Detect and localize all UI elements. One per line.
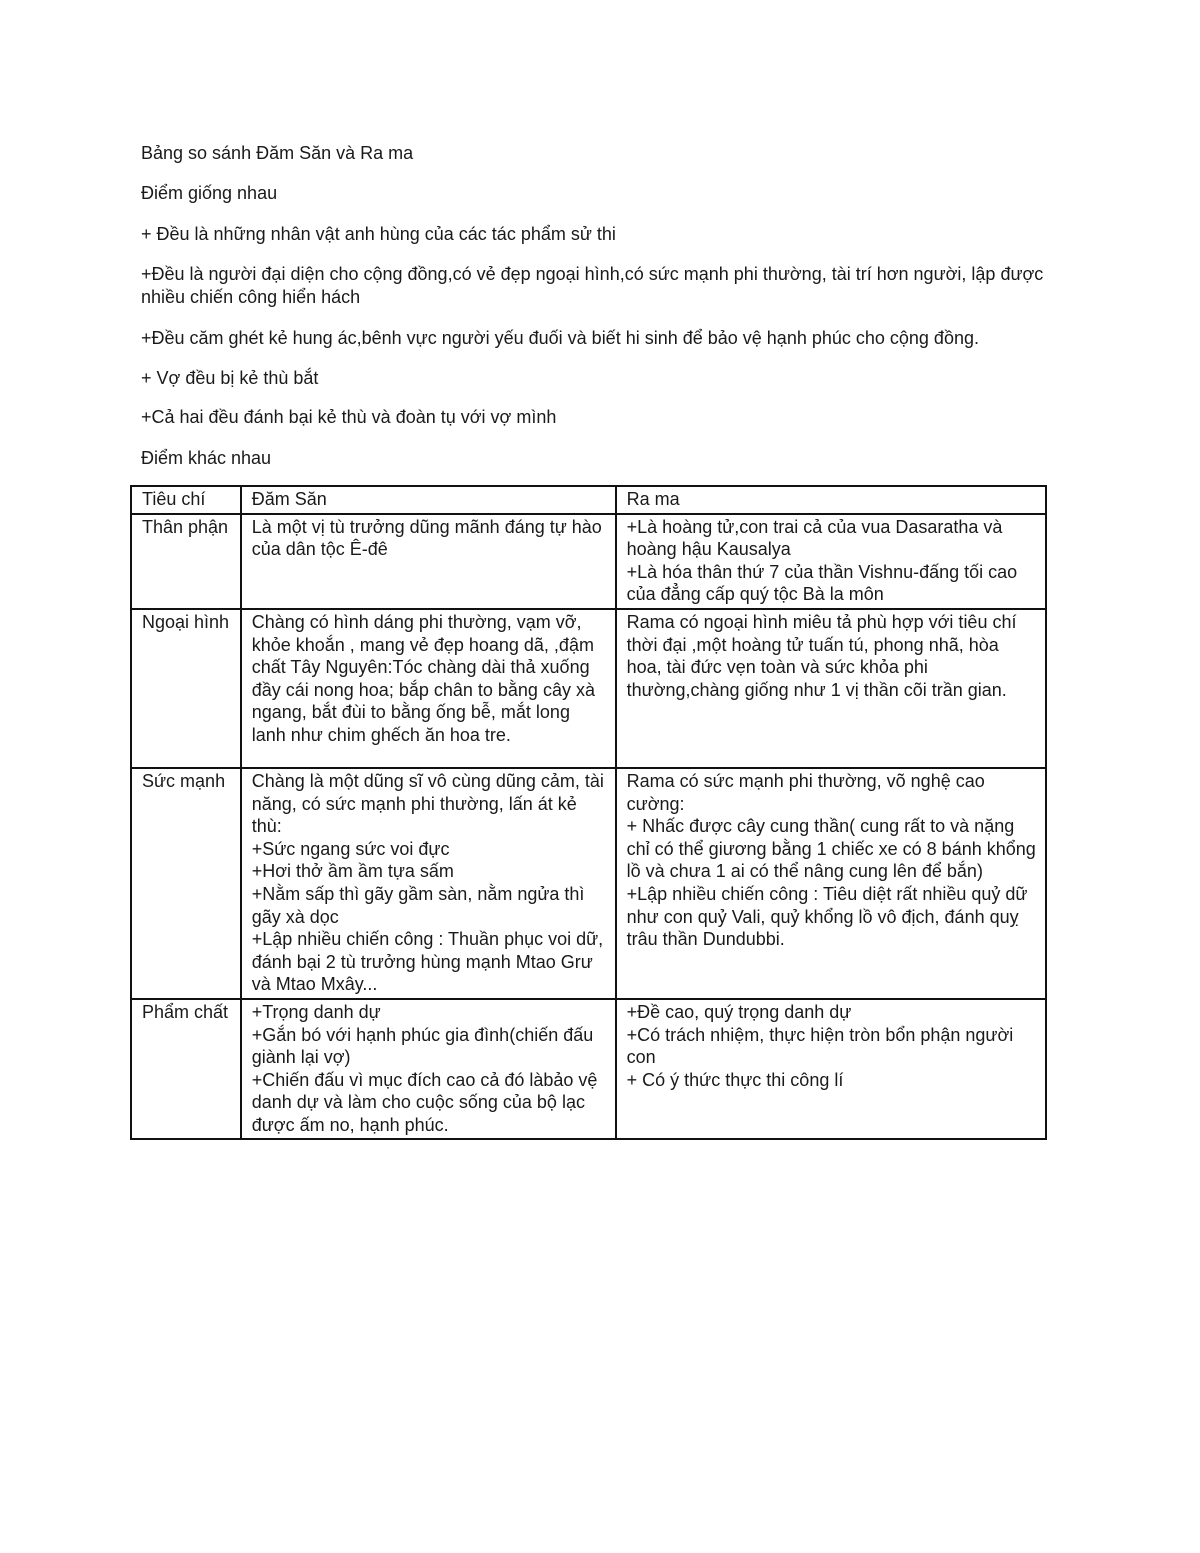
- cell-line: +Trọng danh dự: [251, 1001, 381, 1022]
- criterion-cell: Thân phận: [131, 514, 241, 609]
- cell-line: +Lập nhiều chiến công : Thuần phục voi dữ, đánh bại 2 tù trưởng hùng mạnh Mtao Grư và Mtao Mxây...: [251, 929, 604, 995]
- table-row: [131, 514, 1046, 609]
- cell-line: +Có trách nhiệm, thực hiện tròn bổn phận người con: [626, 1024, 1014, 1068]
- cell-line: + Nhấc được cây cung thần( cung rất to và nặng chỉ có thể giương bằng 1 chiếc xe có 8 bánh khổng lồ và chưa 1 ai có thể nâng cung lên để bắn): [626, 816, 1036, 882]
- cell-line: Chàng là một dũng sĩ vô cùng dũng cảm, tài năng, có sức mạnh phi thường, lấn át kẻ thù:: [251, 770, 604, 837]
- cell-line: Là một vị tù trưởng dũng mãnh đáng tự hào của dân tộc Ê-đê: [251, 516, 602, 560]
- cell-line: +Nằm sấp thì gãy gầm sàn, nằm ngửa thì gãy xà dọc: [251, 883, 585, 927]
- differences-heading: Điểm khác nhau: [141, 448, 272, 468]
- similarity-item: + Đều là những nhân vật anh hùng của các tác phẩm sử thi: [141, 224, 616, 244]
- similarities-heading: Điểm giống nhau: [141, 183, 278, 203]
- cell-line: +Đề cao, quý trọng danh dự: [626, 1001, 852, 1022]
- cell-line: +Gắn bó với hạnh phúc gia đình(chiến đấu giành lại vợ): [251, 1024, 594, 1068]
- similarity-item: + Vợ đều bị kẻ thù bắt: [141, 368, 319, 388]
- table-row: [131, 609, 1046, 768]
- cell-line: +Là hoàng tử,con trai cả của vua Dasaratha và hoàng hậu Kausalya: [626, 516, 1003, 560]
- cell-line: Rama có sức mạnh phi thường, võ nghệ cao cường:: [626, 770, 985, 814]
- cell-line: +Là hóa thân thứ 7 của thần Vishnu-đấng tối cao của đẳng cấp quý tộc Bà la môn: [626, 561, 1018, 605]
- cell-line: +Hơi thở ầm ầm tựa sấm: [251, 861, 454, 882]
- rama-cell: [616, 999, 1046, 1140]
- dam-san-cell: [241, 609, 616, 768]
- similarity-item: +Cả hai đều đánh bại kẻ thù và đoàn tụ với vợ mình: [141, 407, 557, 427]
- dam-san-cell: [241, 768, 616, 999]
- dam-san-cell: [241, 999, 616, 1140]
- table-row: [131, 999, 1046, 1140]
- dam-san-cell: [241, 514, 616, 609]
- comparison-table: [130, 485, 1047, 1140]
- cell-line: Chàng có hình dáng phi thường, vạm vỡ, khỏe khoắn , mang vẻ đẹp hoang dã, ,đậm chất Tây Nguyên:Tóc chàng dài thả xuống đầy cái nong hoa; bắp chân to bằng cây xà ngang, bắt đùi to bằng ống bễ, mắt long lanh như chim ghếch ăn hoa tre.: [251, 611, 595, 745]
- cell-line: Rama có ngoại hình miêu tả phù hợp với tiêu chí thời đại ,một hoàng tử tuấn tú, phong nhã, hòa hoa, tài đức vẹn toàn và sức khỏa phi thường,chàng giống như 1 vị thần cõi trần gian.: [626, 611, 1017, 700]
- table-row: [131, 768, 1046, 999]
- header-criterion: Tiêu chí: [131, 486, 241, 514]
- criterion-cell: Ngoại hình: [131, 609, 241, 768]
- table-header-row: [131, 486, 1046, 514]
- rama-cell: [616, 609, 1046, 768]
- document-title: Bảng so sánh Đăm Săn và Ra ma: [141, 143, 414, 163]
- header-dam-san: Đăm Săn: [241, 486, 616, 514]
- cell-line: +Lập nhiều chiến công : Tiêu diệt rất nhiều quỷ dữ như con quỷ Vali, quỷ khổng lồ vô địch, đánh quỵ trâu thần Dundubbi.: [626, 883, 1028, 950]
- cell-line: +Sức ngang sức voi đực: [251, 838, 450, 859]
- rama-cell: [616, 514, 1046, 609]
- header-rama: Ra ma: [616, 486, 1046, 514]
- similarity-item: +Đều là người đại diện cho cộng đồng,có vẻ đẹp ngoại hình,có sức mạnh phi thường, tài trí hơn người, lập được nhiều chiến công hiển hách: [141, 264, 1044, 307]
- cell-line: +Chiến đấu vì mục đích cao cả đó làbảo vệ danh dự và làm cho cuộc sống của bộ lạc được ấm no, hạnh phúc.: [251, 1069, 598, 1135]
- cell-line: + Có ý thức thực thi công lí: [626, 1069, 844, 1090]
- criterion-cell: Phẩm chất: [131, 999, 241, 1140]
- criterion-cell: Sức mạnh: [131, 768, 241, 999]
- similarity-item: +Đều căm ghét kẻ hung ác,bênh vực người yếu đuối và biết hi sinh để bảo vệ hạnh phúc cho cộng đồng.: [141, 328, 979, 348]
- rama-cell: [616, 768, 1046, 999]
